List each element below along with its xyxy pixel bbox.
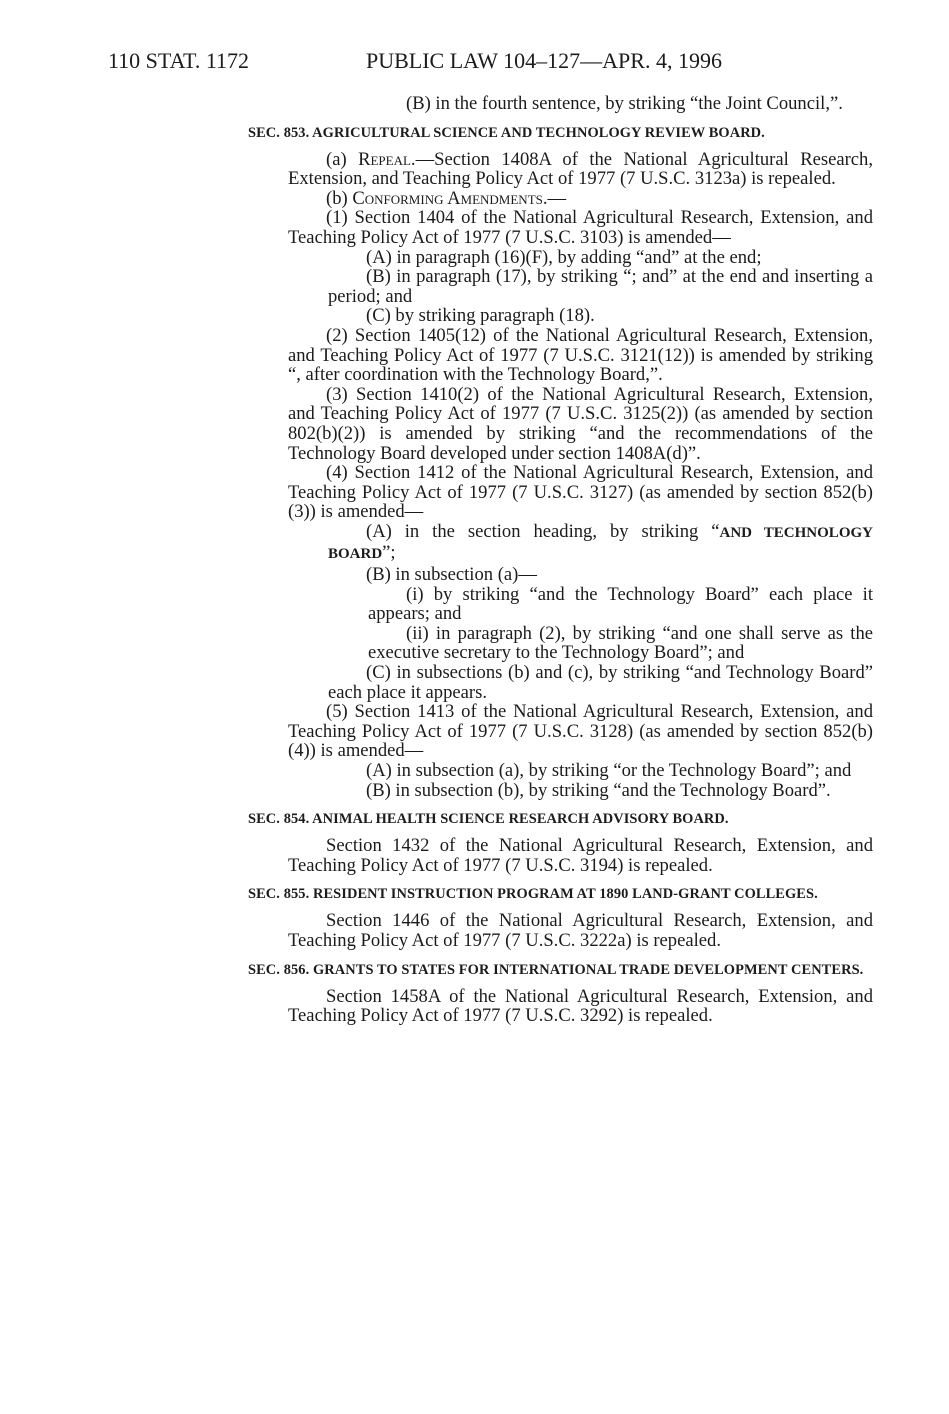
paragraph-4-B-ii: (ii) in paragraph (2), by striking “and one shall serve as the executive secretary to the Technology Board”; and xyxy=(368,622,873,664)
struck-heading-text: AND TECHNOLOGY BOARD xyxy=(328,524,873,563)
law-title: PUBLIC LAW 104–127—APR. 4, 1996 xyxy=(366,48,722,73)
stat-page-number: 110 STAT. 1172 xyxy=(108,48,250,73)
document-body xyxy=(248,93,873,1027)
paragraph-1-C: (C) by striking paragraph (18). xyxy=(366,305,595,327)
sec853-subsection-b xyxy=(288,189,873,209)
paragraph-4-A-post: ”; xyxy=(382,542,396,564)
paragraph-1-A: (A) in paragraph (16)(F), by adding “and” at the end; xyxy=(366,246,762,268)
section-855-text: Section 1446 of the National Agricultural Research, Extension, and Teaching Policy Act of 1977 (7 U.S.C. 3222a) is repealed. xyxy=(288,910,873,951)
paragraph-3: (3) Section 1410(2) of the National Agricultural Research, Extension, and Teaching Policy Act of 1977 (7 U.S.C. 3125(2)) (as amended by section 802(b)(2)) is amended by striking “and the recommendations of the Technology Board developed under section 1408A(d)”. xyxy=(288,383,873,464)
section-853-heading: SEC. 853. AGRICULTURAL SCIENCE AND TECHNOLOGY REVIEW BOARD. xyxy=(248,124,765,141)
paragraph-1: (1) Section 1404 of the National Agricultural Research, Extension, and Teaching Policy Act of 1977 (7 U.S.C. 3103) is amended— xyxy=(288,207,873,248)
paragraph-4-A-pre: (A) in the section heading, by striking “ xyxy=(366,520,720,542)
subsection-a-label: (a) xyxy=(326,148,359,170)
section-856-text: Section 1458A of the National Agricultural Research, Extension, and Teaching Policy Act of 1977 (7 U.S.C. 3292) is repealed. xyxy=(288,985,873,1027)
sec853-subsection-a xyxy=(288,150,873,189)
paragraph-4-B: (B) in subsection (a)— xyxy=(366,564,537,586)
subsection-a-caption: Repeal xyxy=(358,148,411,170)
paragraph-4-A xyxy=(328,522,873,565)
carryover-paragraph: (B) in the fourth sentence, by striking “the Joint Council,”. xyxy=(406,93,843,114)
subsection-b-text: .— xyxy=(542,187,567,209)
paragraph-2: (2) Section 1405(12) of the National Agricultural Research, Extension, and Teaching Policy Act of 1977 (7 U.S.C. 3121(12)) is amended by striking “, after coordination with the Technology Board,”. xyxy=(288,324,873,386)
section-856-heading: SEC. 856. GRANTS TO STATES FOR INTERNATIONAL TRADE DEVELOPMENT CENTERS. xyxy=(248,961,864,978)
subsection-a-text: .—Section 1408A of the National Agricultural Research, Extension, and Teaching Policy Act of 1977 (7 U.S.C. 3123a) is repealed. xyxy=(288,148,873,190)
paragraph-1-B: (B) in paragraph (17), by striking “; and” at the end and inserting a period; and xyxy=(328,266,873,307)
paragraph-4: (4) Section 1412 of the National Agricultural Research, Extension, and Teaching Policy Act of 1977 (7 U.S.C. 3127) (as amended by section 852(b)(3)) is amended— xyxy=(288,462,873,523)
paragraph-5: (5) Section 1413 of the National Agricultural Research, Extension, and Teaching Policy Act of 1977 (7 U.S.C. 3128) (as amended by section 852(b)(4)) is amended— xyxy=(288,701,873,762)
paragraph-5-B: (B) in subsection (b), by striking “and the Technology Board”. xyxy=(366,779,831,801)
subsection-b-caption: Conforming Amendments xyxy=(352,187,543,209)
section-855-heading: SEC. 855. RESIDENT INSTRUCTION PROGRAM AT 1890 LAND-GRANT COLLEGES. xyxy=(248,886,818,903)
paragraph-4-C: (C) in subsections (b) and (c), by striking “and Technology Board” each place it appears. xyxy=(328,662,873,703)
section-854-text: Section 1432 of the National Agricultural Research, Extension, and Teaching Policy Act of 1977 (7 U.S.C. 3194) is repealed. xyxy=(288,835,873,876)
subsection-b-label: (b) xyxy=(326,187,353,209)
section-854-heading: SEC. 854. ANIMAL HEALTH SCIENCE RESEARCH ADVISORY BOARD. xyxy=(248,811,729,828)
paragraph-5-A: (A) in subsection (a), by striking “or the Technology Board”; and xyxy=(366,760,852,781)
paragraph-4-B-i: (i) by striking “and the Technology Board” each place it appears; and xyxy=(368,583,873,625)
